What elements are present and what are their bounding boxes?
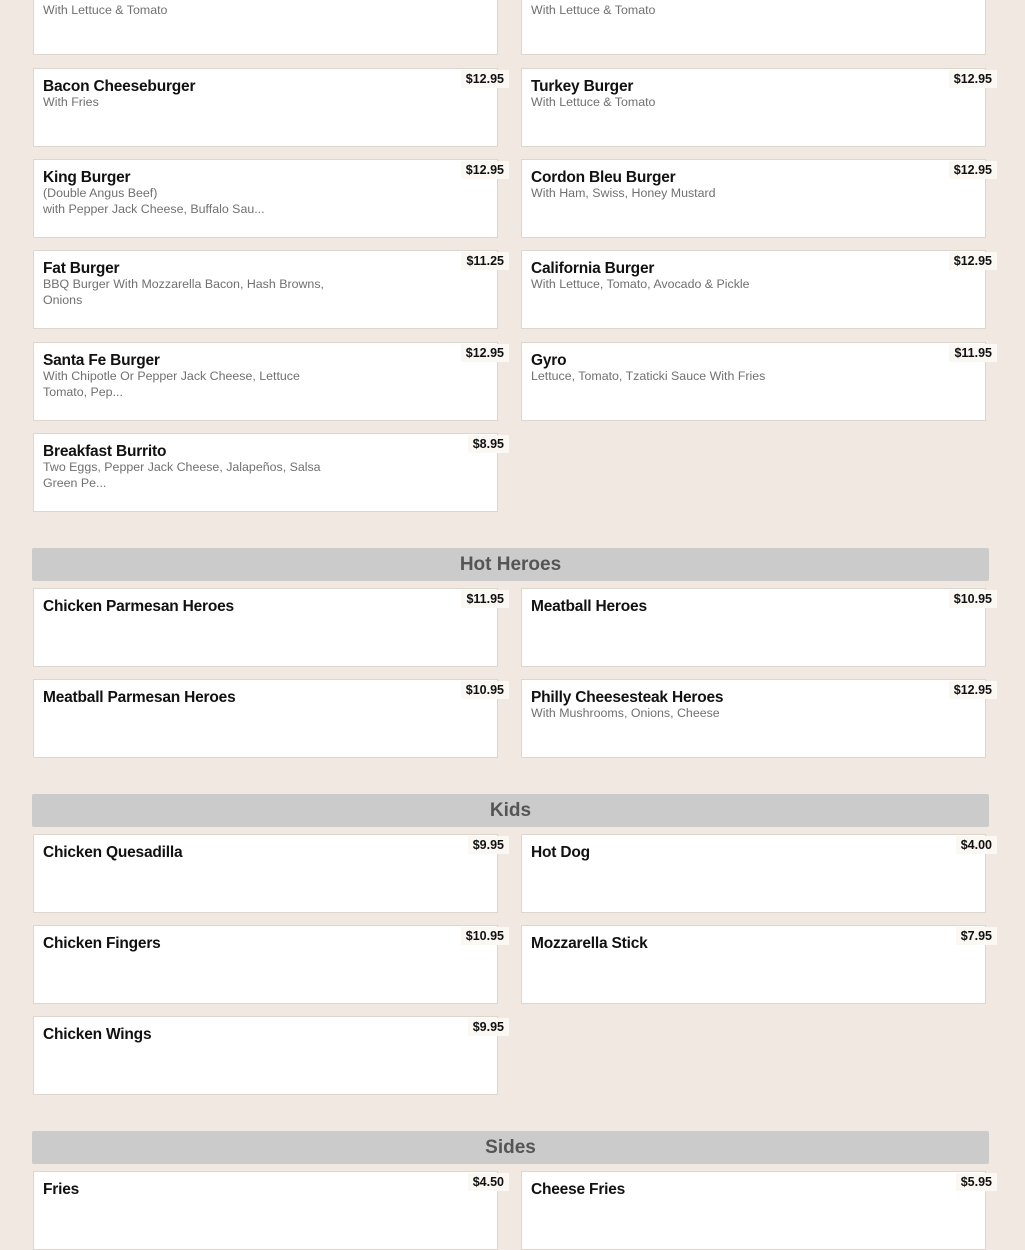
menu-item-description: (Double Angus Beef) with Pepper Jack Cheese, Buffalo Sau... <box>43 186 265 216</box>
menu-item-price: $4.00 <box>956 836 997 854</box>
menu-item-description: With Lettuce & Tomato <box>531 95 656 109</box>
menu-item-card[interactable] <box>521 342 992 421</box>
menu-item-description: With Fries <box>43 95 99 109</box>
menu-item-description: Lettuce, Tomato, Tzaticki Sauce With Fries <box>531 369 766 383</box>
menu-item-name: Meatball Parmesan Heroes <box>43 689 236 706</box>
menu-item-name: Fries <box>43 1181 80 1198</box>
menu-item-name: Breakfast Burrito <box>43 443 167 460</box>
menu-item-name: Chicken Wings <box>43 1026 152 1043</box>
menu-item-card[interactable] <box>33 433 504 512</box>
menu-item-card[interactable] <box>33 250 504 329</box>
section-header-kids: Kids <box>32 794 989 827</box>
menu-item-description: With Ham, Swiss, Honey Mustard <box>531 186 716 200</box>
menu-item-price: $11.95 <box>949 344 997 362</box>
menu-item-price: $11.25 <box>461 252 509 270</box>
menu-item-price: $5.95 <box>956 1173 997 1191</box>
menu-item-price: $7.95 <box>956 927 997 945</box>
menu-item-description: With Mushrooms, Onions, Cheese <box>531 706 720 720</box>
menu-item-name: Santa Fe Burger <box>43 352 160 369</box>
menu-item-name: Philly Cheesesteak Heroes <box>531 689 724 706</box>
menu-item-name: Chicken Fingers <box>43 935 161 952</box>
menu-item-card[interactable] <box>521 1171 992 1250</box>
menu-item-name: Bacon Cheeseburger <box>43 78 196 95</box>
menu-item-name: Meatball Heroes <box>531 598 647 615</box>
menu-item-price: $12.95 <box>461 70 509 88</box>
menu-item-price: $12.95 <box>461 344 509 362</box>
menu-item-price: $10.95 <box>461 927 509 945</box>
menu-item-price: $8.95 <box>468 435 509 453</box>
menu-item-card[interactable] <box>521 68 992 147</box>
menu-item-description: With Lettuce & Tomato <box>531 3 656 17</box>
menu-item-card[interactable] <box>521 0 986 55</box>
menu-item-name: California Burger <box>531 260 655 277</box>
menu-item-card[interactable] <box>521 834 992 913</box>
menu-item-card[interactable] <box>521 679 992 758</box>
menu-item-card[interactable] <box>521 588 992 667</box>
menu-item-card[interactable] <box>33 1171 504 1250</box>
menu-item-name: King Burger <box>43 169 131 186</box>
menu-item-name: Gyro <box>531 352 567 369</box>
menu-item-name: Hot Dog <box>531 844 590 861</box>
menu-item-description: With Lettuce & Tomato <box>43 3 168 17</box>
menu-item-name: Turkey Burger <box>531 78 634 95</box>
menu-item-price: $12.95 <box>949 161 997 179</box>
menu-item-card[interactable] <box>521 159 992 238</box>
section-header-sides: Sides <box>32 1131 989 1164</box>
menu-item-description: Two Eggs, Pepper Jack Cheese, Jalapeños, Salsa Green Pe... <box>43 460 321 490</box>
menu-item-card[interactable] <box>33 1016 504 1095</box>
menu-item-card[interactable] <box>33 342 504 421</box>
menu-item-price: $10.95 <box>461 681 509 699</box>
menu-item-price: $11.95 <box>461 590 509 608</box>
menu-item-name: Cordon Bleu Burger <box>531 169 676 186</box>
menu-item-card[interactable] <box>521 925 992 1004</box>
menu-item-card[interactable] <box>33 588 504 667</box>
menu-item-name: Fat Burger <box>43 260 120 277</box>
menu-item-name: Cheese Fries <box>531 1181 626 1198</box>
menu-item-price: $12.95 <box>949 681 997 699</box>
section-header-hot-heroes: Hot Heroes <box>32 548 989 581</box>
menu-item-price: $9.95 <box>468 1018 509 1036</box>
menu-item-card[interactable] <box>33 68 504 147</box>
menu-item-card[interactable] <box>521 250 992 329</box>
menu-item-price: $12.95 <box>461 161 509 179</box>
menu-item-card[interactable] <box>33 925 504 1004</box>
menu-item-card[interactable] <box>33 834 504 913</box>
menu-item-card[interactable] <box>33 159 504 238</box>
menu-item-name: Mozzarella Stick <box>531 935 648 952</box>
menu-item-price: $4.50 <box>468 1173 509 1191</box>
menu-item-description: With Chipotle Or Pepper Jack Cheese, Lettuce Tomato, Pep... <box>43 369 300 399</box>
menu-item-card[interactable] <box>33 0 498 55</box>
menu-item-name: Chicken Quesadilla <box>43 844 183 861</box>
menu-item-price: $10.95 <box>949 590 997 608</box>
menu-item-price: $12.95 <box>949 252 997 270</box>
menu-item-name: Chicken Parmesan Heroes <box>43 598 234 615</box>
menu-item-card[interactable] <box>33 679 504 758</box>
menu-item-price: $9.95 <box>468 836 509 854</box>
menu-item-description: BBQ Burger With Mozzarella Bacon, Hash Browns, Onions <box>43 277 324 307</box>
menu-item-price: $12.95 <box>949 70 997 88</box>
menu-item-description: With Lettuce, Tomato, Avocado & Pickle <box>531 277 750 291</box>
